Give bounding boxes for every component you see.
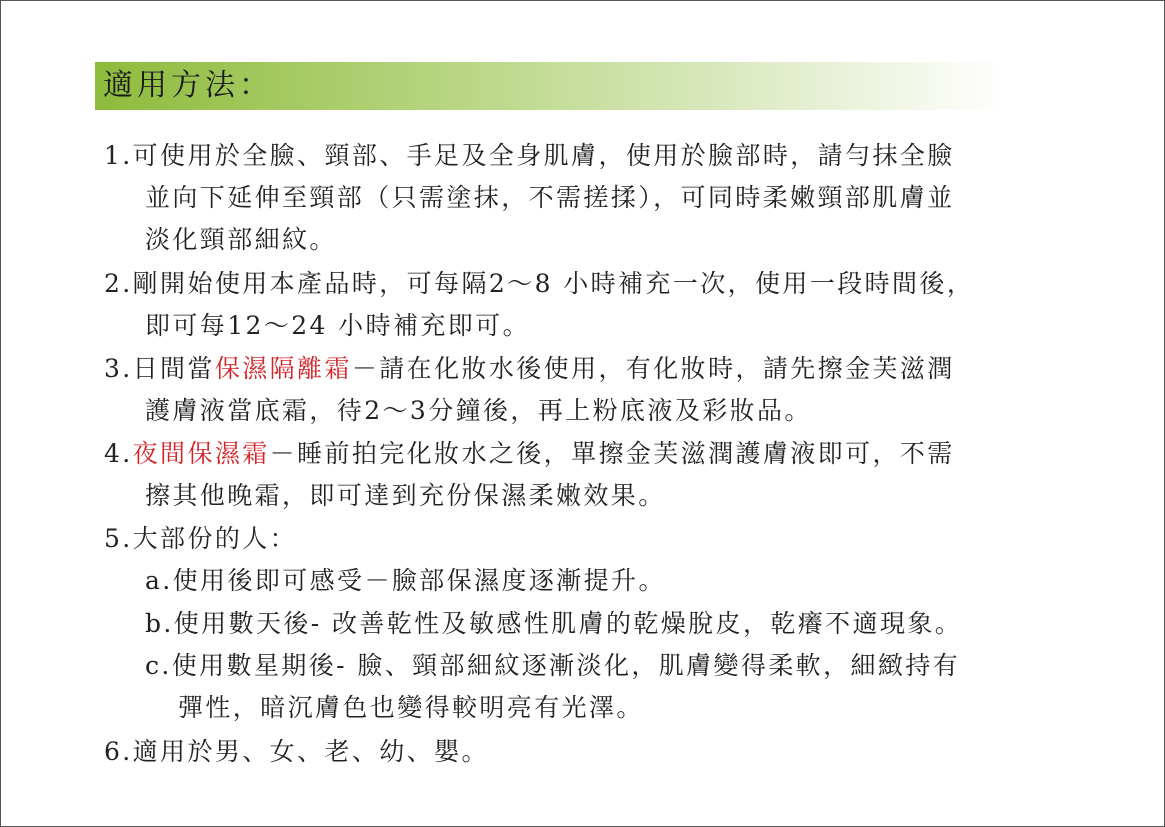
- sub-item-text: 使用數天後- 改善乾性及敏感性肌膚的乾燥脫皮，乾癢不適現象。: [173, 609, 963, 638]
- item-text: －請在化妝水後使用，有化妝時，請先擦金芙滋潤: [351, 354, 955, 383]
- list-item-3-line-1: [104, 352, 955, 386]
- item-number: 1.: [104, 141, 133, 170]
- list-item-2-line-1: [104, 267, 974, 301]
- list-item-1-line-3: 淡化頸部細紋。: [145, 225, 337, 254]
- product-name-day-cream: 保濕隔離霜: [214, 354, 352, 383]
- list-item-6-line-1: [104, 735, 489, 769]
- list-item-3-line-2: 護膚液當底霜，待2～3分鐘後，再上粉底液及彩妝品。: [145, 396, 812, 425]
- item-text: 可使用於全臉、頸部、手足及全身肌膚，使用於臉部時，請勻抹全臉: [132, 141, 955, 170]
- list-item-2-line-2: 即可每12～24 小時補充即可。: [145, 311, 530, 340]
- list-item-4-line-1: [104, 437, 955, 471]
- item-text: 適用於男、女、老、幼、嬰。: [132, 737, 489, 766]
- sub-item-text: 使用後即可感受－臉部保濕度逐漸提升。: [172, 566, 666, 595]
- list-item-1-line-2: 並向下延伸至頸部（只需塗抹，不需搓揉），可同時柔嫩頸部肌膚並: [145, 183, 955, 212]
- list-item-1-line-1: [104, 139, 955, 173]
- item-number: 6.: [104, 737, 133, 766]
- item-text: 大部份的人：: [132, 524, 298, 553]
- item-number: 5.: [104, 524, 133, 553]
- item-number: 2.: [104, 269, 133, 298]
- sub-item-c: [145, 649, 960, 683]
- sub-item-b: [145, 607, 962, 641]
- item-text: 剛開始使用本產品時，可每隔2～8 小時補充一次，使用一段時間後，: [132, 269, 975, 298]
- sub-item-c-line-2: 彈性，暗沉膚色也變得較明亮有光澤。: [178, 693, 644, 722]
- list-item-5-line-1: [104, 522, 297, 556]
- product-name-night-cream: 夜間保濕霜: [132, 439, 270, 468]
- sub-item-label: b.: [145, 609, 174, 638]
- item-number: 3.: [104, 354, 133, 383]
- sub-item-label: c.: [145, 651, 172, 680]
- sub-item-text: 使用數星期後- 臉、頸部細紋逐漸淡化，肌膚變得柔軟，細緻持有: [171, 651, 961, 680]
- sub-item-a: [145, 564, 666, 598]
- sub-item-label: a.: [145, 566, 173, 595]
- item-text: 日間當: [132, 354, 215, 383]
- item-number: 4.: [104, 439, 133, 468]
- item-text: －睡前拍完化妝水之後，單擦金芙滋潤護膚液即可，不需: [269, 439, 955, 468]
- list-item-4-line-2: 擦其他晚霜，即可達到充份保濕柔嫩效果。: [145, 481, 666, 510]
- page-title: 適用方法：: [103, 68, 273, 103]
